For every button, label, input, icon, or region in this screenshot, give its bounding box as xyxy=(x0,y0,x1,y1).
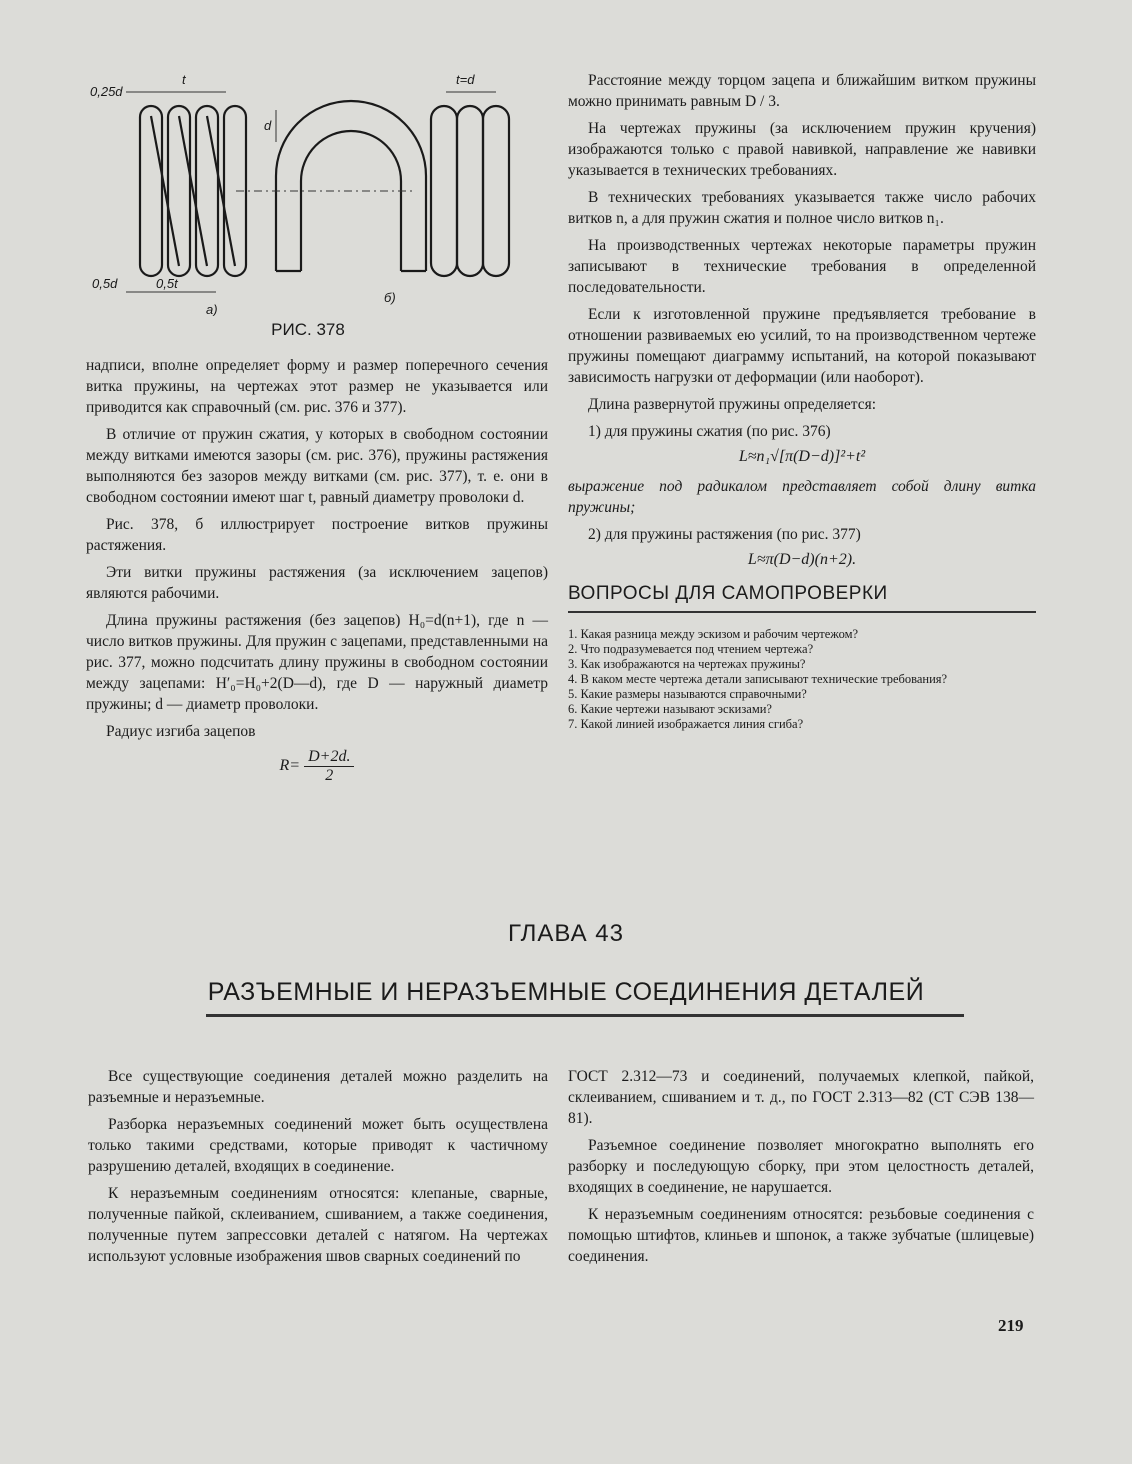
question-item: 3. Как изображаются на чертежах пружины? xyxy=(568,657,806,671)
label-d: d xyxy=(264,118,272,133)
question-item: 5. Какие размеры называются справочными? xyxy=(568,687,807,701)
paragraph: надписи, вполне определяет форму и размер поперечного сечения витка пружины, на чертежах этот размер не указывается или приводится как справочный (см. рис. 376 и 377). xyxy=(86,357,548,416)
paragraph: К неразъемным соединениям относятся: клепаные, сварные, полученные пайкой, склеиванием, сшиванием, а также соединения, полученные путем запрессовки деталей с натягом. На чертежах используют условные изображения швов сварных соединений по xyxy=(88,1185,548,1265)
formula-radius xyxy=(86,748,548,785)
formula-extension: L≈π(D−d)(n+2). xyxy=(747,551,857,568)
label-t: t xyxy=(182,72,186,87)
paragraph: Длина пружины растяжения (без зацепов) H₀=d(n+1), где n — число витков пружины. Для пружин с зацепами, представленными на рис. 377, можно подсчитать длину пружины в свободном состоянии между зацепами: H′₀=H₀+2(D—d), где D — наружный диаметр пружины; d — диаметр проволоки. xyxy=(86,612,548,713)
label-half-d: 0,5d xyxy=(92,276,118,291)
paragraph: Разборка неразъемных соединений может быть осуществлена только такими средствами, которые приводят к частичному разрушению деталей, входящих в соединение. xyxy=(88,1116,548,1175)
question-item: 2. Что подразумевается под чтением чертежа? xyxy=(568,642,814,656)
chapter-title: РАЗЪЕМНЫЕ И НЕРАЗЪЕМНЫЕ СОЕДИНЕНИЯ ДЕТАЛЕЙ xyxy=(207,978,925,1006)
question-item: 4. В каком месте чертежа детали записывают технические требования? xyxy=(568,672,948,686)
left-column-top xyxy=(86,355,548,795)
paragraph: Разъемное соединение позволяет многократно выполнять его разборку и последующую сборку, при этом целостность деталей, входящих в соединение, не нарушается. xyxy=(568,1137,1034,1196)
coil-3 xyxy=(196,106,218,276)
question-item: 6. Какие чертежи называют эскизами? xyxy=(568,702,772,716)
label-quarter-d: 0,25d xyxy=(90,84,123,99)
figure-378 xyxy=(86,66,530,346)
paragraph: Радиус изгиба зацепов xyxy=(106,723,256,740)
fraction-denominator: 2 xyxy=(325,767,334,784)
paragraph: На производственных чертежах некоторые параметры пружин записывают в технические требования в определенной последовательности. xyxy=(568,237,1036,296)
paragraph: На чертежах пружины (за исключением пружин кручения) изображаются только с правой навивкой, направление же навивки указывается в технических требованиях. xyxy=(568,120,1036,179)
paragraph: Все существующие соединения деталей можно разделить на разъемные и неразъемные. xyxy=(88,1068,548,1106)
paragraph: Если к изготовленной пружине предъявляется требование в отношении развиваемых ею усилий, то на производственном чертеже пружины помещают диаграмму испытаний, на которой показывают зависимость нагрузки от деформации (или наоборот). xyxy=(568,306,1036,386)
label-half-t: 0,5t xyxy=(156,276,178,291)
fraction-numerator: D+2d. xyxy=(304,748,354,767)
question-item: 1. Какая разница между эскизом и рабочим чертежом? xyxy=(568,627,859,641)
paragraph: Расстояние между торцом зацепа и ближайшим витком пружины можно принимать равным D / 3. xyxy=(568,72,1036,110)
label-a: а) xyxy=(206,302,218,316)
question-item: 7. Какой линией изображается линия сгиба? xyxy=(568,717,804,731)
chapter-divider xyxy=(206,1014,964,1017)
label-b: б) xyxy=(384,290,396,305)
chapter-number: ГЛАВА 43 xyxy=(508,920,624,947)
page-number: 219 xyxy=(998,1316,1024,1335)
paragraph: Эти витки пружины растяжения (за исключением зацепов) являются рабочими. xyxy=(86,564,548,602)
paragraph: выражение под радикалом представляет собой длину витка пружины; xyxy=(568,478,1036,516)
paragraph: В технических требованиях указывается также число рабочих витков n, а для пружин сжатия и полное число витков n₁. xyxy=(568,189,1036,227)
paragraph: 1) для пружины сжатия (по рис. 376) xyxy=(588,423,831,440)
spring-drawing xyxy=(86,66,530,316)
paragraph: 2) для пружины растяжения (по рис. 377) xyxy=(588,526,861,543)
paragraph: Длина развернутой пружины определяется: xyxy=(588,396,877,413)
left-column-bottom xyxy=(88,1066,548,1273)
questions-list xyxy=(568,627,1036,732)
figure-caption: РИС. 378 xyxy=(271,320,345,339)
label-t-eq-d: t=d xyxy=(456,72,475,87)
right-column-top xyxy=(568,70,1036,732)
formula-lhs: R= xyxy=(279,757,301,775)
paragraph: Рис. 378, б иллюстрирует построение витков пружины растяжения. xyxy=(86,516,548,554)
formula-compression: L≈n₁√[π(D−d)]²+t² xyxy=(738,448,866,465)
coil-1 xyxy=(140,106,162,276)
right-column-bottom xyxy=(568,1066,1034,1273)
fraction xyxy=(304,748,354,785)
paragraph: В отличие от пружин сжатия, у которых в свободном состоянии между витками имеются зазоры (см. рис. 376), пружины растяжения выполняются без зазоров между витками (см. рис. 377), т. е. они в свободном состоянии имеют шаг t, равный диаметру проволоки d. xyxy=(86,426,548,506)
paragraph: ГОСТ 2.312—73 и соединений, получаемых клепкой, пайкой, склеиванием, сшиванием и т. д., по ГОСТ 2.313—82 (СТ СЭВ 138—81). xyxy=(568,1068,1034,1127)
coil-2 xyxy=(168,106,190,276)
questions-title: ВОПРОСЫ ДЛЯ САМОПРОВЕРКИ xyxy=(568,583,1036,613)
paragraph: К неразъемным соединениям относятся: резьбовые соединения с помощью штифтов, клиньев и шпонок, а также зубчатые (шлицевые) соединения. xyxy=(568,1206,1034,1265)
